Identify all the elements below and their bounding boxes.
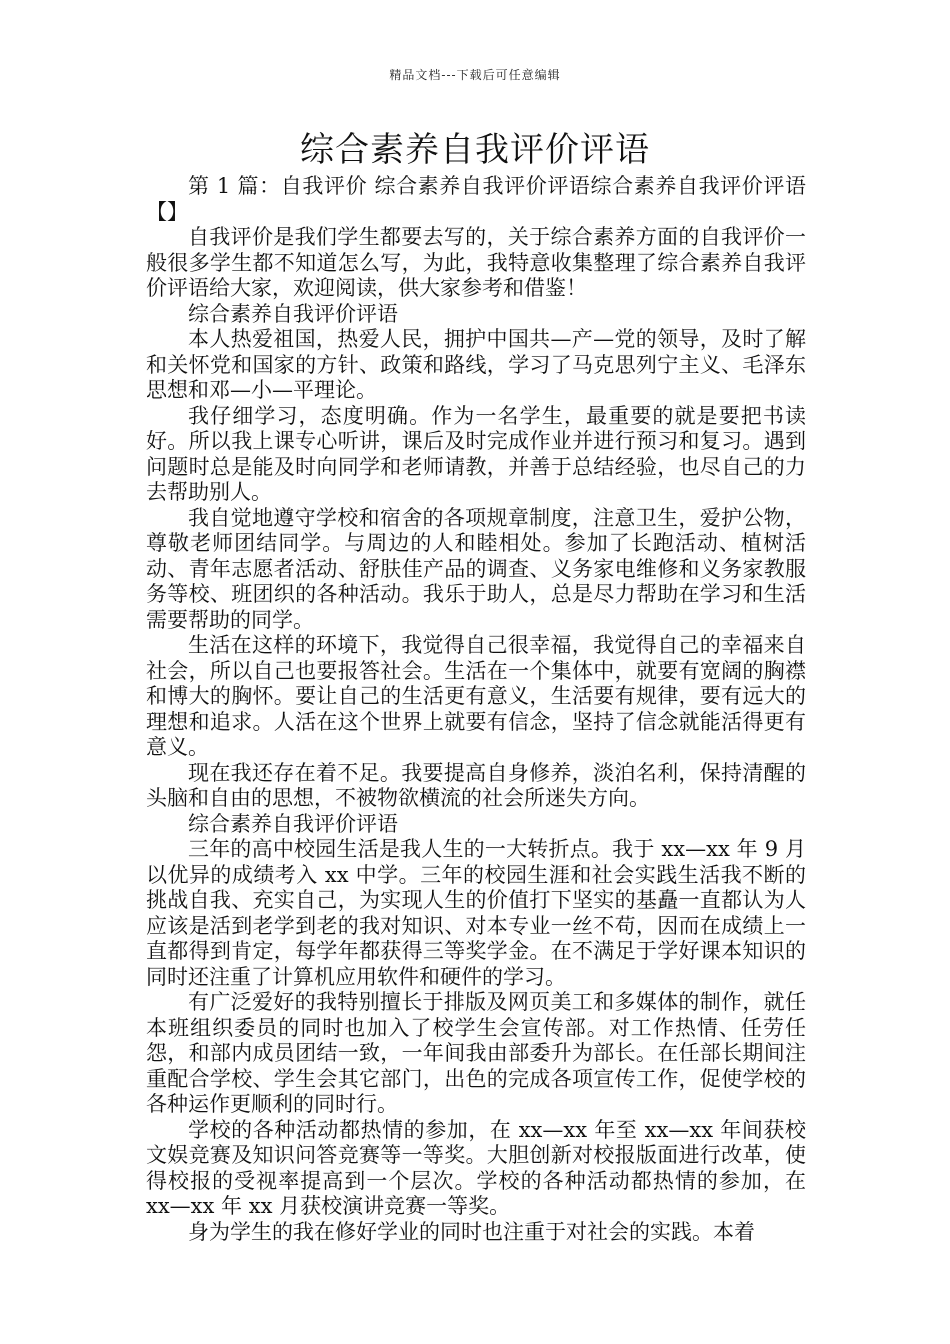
paragraph-9: 身为学生的我在修好学业的同时也注重于对社会的实践。本着 <box>188 1219 755 1244</box>
paragraph-6: 三年的高中校园生活是我人生的一大转折点。我于 xx—xx 年 9 月以优异的成绩考入 xx 中学。三年的校园生涯和社会实践生活我不断的挑战自我、充实自己，为实现人生的价值打下坚实的基矗一直都认为人应该是活到老学到老的我对知识、对本专业一丝不苟，因而在成绩上一直都得到肯定，每学年都获得三等奖学金。在不满足于学好课本知识的同时还注重了计算机应用软件和硬件的学习。 <box>146 837 806 989</box>
subheading-2: 综合素养自我评价评语 <box>188 811 398 836</box>
document-title: 综合素养自我评价评语 <box>300 130 650 170</box>
paragraph-8: 学校的各种活动都热情的参加，在 xx—xx 年至 xx—xx 年间获校文娱竞赛及知识问答竞赛等一等奖。大胆创新对校报版面进行改革，使得校报的受视率提高到一个层次。学校的各种活动都热情的参加，在 xx—xx 年 xx 月获校演讲竞赛一等奖。 <box>146 1117 806 1218</box>
subheading-1: 综合素养自我评价评语 <box>188 301 398 326</box>
paragraph-5: 现在我还存在着不足。我要提高自身修养，淡泊名利，保持清醒的头脑和自由的思想，不被物欲横流的社会所迷失方向。 <box>146 760 806 810</box>
header-note: 精品文档---下载后可任意编辑 <box>389 68 561 82</box>
paragraph-3: 我自觉地遵守学校和宿舍的各项规章制度，注意卫生，爱护公物，尊敬老师团结同学。与周边的人和睦相处。参加了长跑活动、植树活动、青年志愿者活动、舒肤佳产品的调查、义务家电维修和义务家教服务等校、班团织的各种活动。我乐于助人，总是尽力帮助在学习和生活需要帮助的同学。 <box>146 505 806 632</box>
paragraph-2: 我仔细学习，态度明确。作为一名学生，最重要的就是要把书读好。所以我上课专心听讲，课后及时完成作业并进行预习和复习。遇到问题时总是能及时向同学和老师请教，并善于总结经验，也尽自己的力去帮助别人。 <box>146 403 806 504</box>
paragraph-7: 有广泛爱好的我特别擅长于排版及网页美工和多媒体的制作，就任本班组织委员的同时也加入了校学生会宣传部。对工作热情、任劳任怨，和部内成员团结一致，一年间我由部委升为部长。在任部长期间注重配合学校、学生会其它部门，出色的完成各项宣传工作，促使学校的各种运作更顺利的同时行。 <box>146 990 806 1116</box>
section-heading-1: 第 1 篇：自我评价 综合素养自我评价评语综合素养自我评价评语【】 <box>146 174 806 224</box>
paragraph-4: 生活在这样的环境下，我觉得自己很幸福，我觉得自己的幸福来自社会，所以自己也要报答社会。生活在一个集体中，就要有宽阔的胸襟和博大的胸怀。要让自己的生活更有意义，生活要有规律，要有远大的理想和追求。人活在这个世界上就要有信念，坚持了信念就能活得更有意义。 <box>146 633 806 759</box>
intro-paragraph: 自我评价是我们学生都要去写的，关于综合素养方面的自我评价一般很多学生都不知道怎么写，为此，我特意收集整理了综合素养自我评价评语给大家，欢迎阅读，供大家参考和借鉴！ <box>146 225 806 300</box>
document-body <box>146 174 806 1245</box>
paragraph-1: 本人热爱祖国，热爱人民，拥护中国共—产—党的领导，及时了解和关怀党和国家的方针、政策和路线，学习了马克思列宁主义、毛泽东思想和邓—小—平理论。 <box>146 327 806 402</box>
